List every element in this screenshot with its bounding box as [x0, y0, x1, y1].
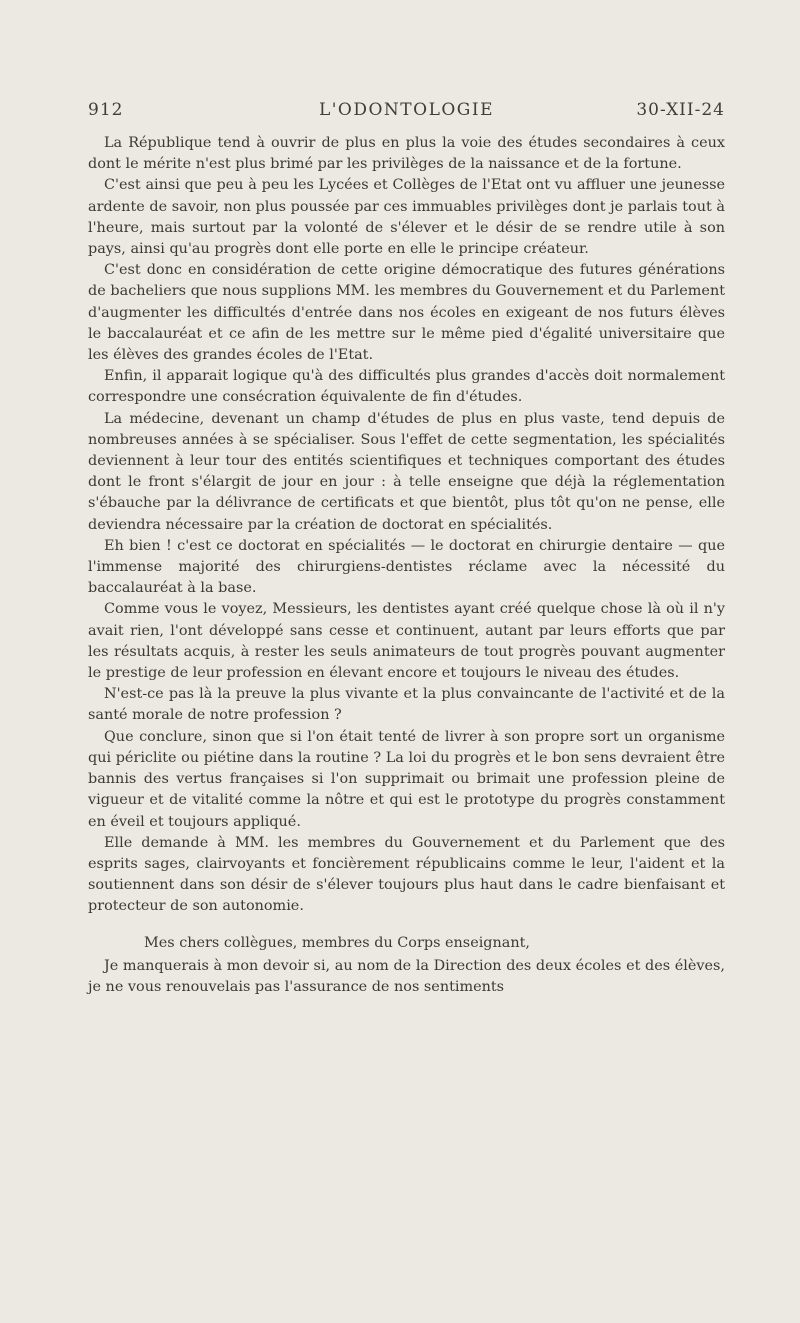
paragraph-lycees: C'est ainsi que peu à peu les Lycées et Collèges de l'Etat ont vu affluer une jeunesse ardente de savoir, non plus poussée par ces immuables privilèges dont je parlais tout à l'heure, mais surtout par la volonté de s'élever et le désir de se rendre utile à son pays, ainsi qu'au progrès dont elle porte en elle le principe créateur. — [88, 177, 725, 258]
paragraph-preuve: N'est-ce pas là la preuve la plus vivante et la plus convaincante de l'activité et de la santé morale de notre profession ? — [88, 686, 725, 724]
issue-date: 30-XII-24 — [636, 100, 725, 120]
paragraph-consecration: Enfin, il apparait logique qu'à des difficultés plus grandes d'accès doit normalement correspondre une consécration équivalente de fin d'études. — [88, 368, 725, 406]
paragraph-bacheliers: C'est donc en considération de cette origine démocratique des futures générations de bacheliers que nous supplions MM. les membres du Gouvernement et du Parlement d'augmenter les difficultés d'entrée dans nos écoles en exigeant de nos futurs élèves le baccalauréat et ce afin de les mettre sur le même pied d'égalité universitaire que les élèves des grandes écoles de l'Etat. — [88, 262, 725, 364]
paragraph-medecine: La médecine, devenant un champ d'études de plus en plus vaste, tend depuis de nombreuses années à se spécialiser. Sous l'effet de cette segmentation, les spécialités deviennent à leur tour des entités scientifiques et techniques comportant des études dont le front s'élargit de jour en jour : à telle enseigne que déjà la réglementation s'ébauche par la délivrance de certificats et que bientôt, plus tôt qu'on ne pense, elle deviendra nécessaire par la création de doctorat en spécialités. — [88, 410, 725, 533]
salutation: Mes chers collègues, membres du Corps enseignant, — [144, 934, 530, 951]
paragraph-conclure: Que conclure, sinon que si l'on était tenté de livrer à son propre sort un organisme qui périclite ou piétine dans la routine ? La loi du progrès et le bon sens devraient être bannis des vertus françaises si l'on supprimait ou brimait une profession pleine de vigueur et de vitalité comme la nôtre et qui est le prototype du progrès constamment en éveil et toujours appliqué. — [88, 728, 725, 830]
paragraph-republique: La République tend à ouvrir de plus en plus la voie des études secondaires à ceux dont le mérite n'est plus brimé par les privilèges de la naissance et de la fortune. — [88, 135, 725, 173]
paragraph-demande: Elle demande à MM. les membres du Gouvernement et du Parlement que des esprits sages, clairvoyants et foncièrement républicains comme le leur, l'aident et la soutiennent dans son désir de s'élever toujours plus haut dans le cadre bienfaisant et protecteur de son autonomie. — [88, 834, 725, 915]
paragraph-closing: Je manquerais à mon devoir si, au nom de la Direction des deux écoles et des élèves, je ne vous renouvelais pas l'assurance de nos sentiments — [88, 957, 725, 995]
journal-title: L'ODONTOLOGIE — [318, 100, 495, 120]
running-header — [88, 100, 725, 124]
paragraph-doctorat: Eh bien ! c'est ce doctorat en spécialités — le doctorat en chirurgie dentaire — que l'immense majorité des chirurgiens-dentistes réclame avec la nécessité du baccalauréat à la base. — [88, 537, 725, 597]
paragraph-dentistes: Comme vous le voyez, Messieurs, les dentistes ayant créé quelque chose là où il n'y avait rien, l'ont développé sans cesse et continuent, autant par leurs efforts que par les résultats acquis, à rester les seuls animateurs de tout progrès pouvant augmenter le prestige de leur profession en élevant encore et toujours le niveau des études. — [88, 601, 725, 682]
page-number: 912 — [88, 100, 124, 120]
article-body — [88, 133, 725, 998]
